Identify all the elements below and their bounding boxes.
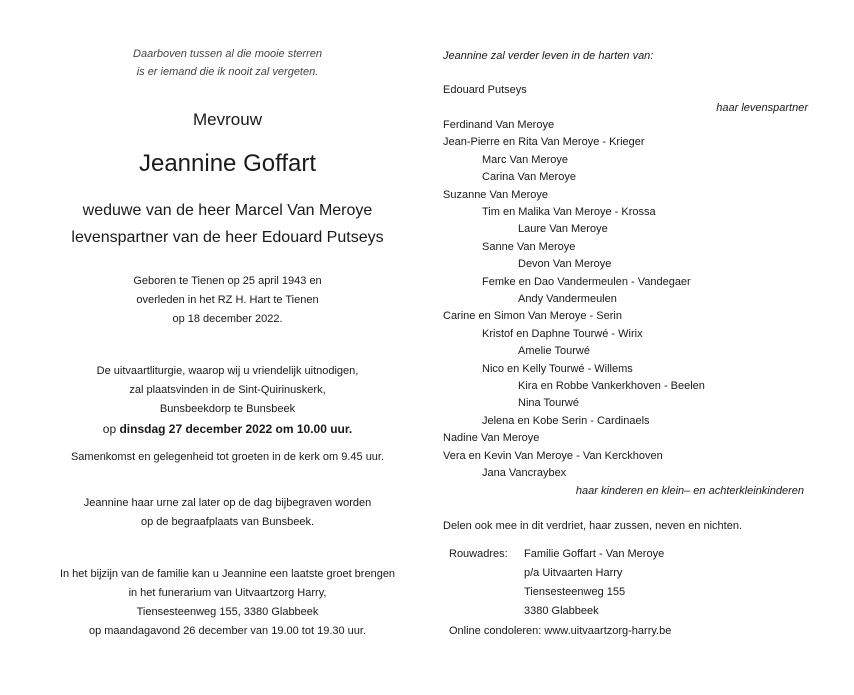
birth-line-1: Geboren te Tienen op 25 april 1943 en [133,275,322,287]
family-member: Laure Van Meroye [518,223,608,236]
funeral-date-bold: dinsdag 27 december 2022 om 10.00 uur. [119,422,353,436]
family-member: Jelena en Kobe Serin - Cardinaels [482,414,650,427]
family-member: Amelie Tourwé [518,345,590,358]
quote-line-2: is er iemand die ik nooit zal vergeten. [136,66,319,78]
family-member: Femke en Dao Vandermeulen - Vandegaer [482,275,691,288]
birth-line-3: op 18 december 2022. [172,313,283,325]
family-member: Nadine Van Meroye [443,432,540,445]
family-member: Marc Van Meroye [482,153,568,166]
family-member: Sanne Van Meroye [482,240,576,253]
address-line-2: p/a Uitvaarten Harry [524,567,623,579]
family-member: Kristof en Daphne Tourwé - Wirix [482,327,643,340]
urn-line-1: Jeannine haar urne zal later op de dag bijbegraven worden [83,497,372,509]
family-member: Nico en Kelly Tourwé - Willems [482,362,633,375]
family-member: Jana Vancraybex [482,467,567,479]
funeral-line-2: zal plaatsvinden in de Sint-Quirinuskerk, [129,384,326,396]
family-member: Suzanne Van Meroye [443,188,548,201]
intro-text: Jeannine zal verder leven in de harten van: [443,50,654,62]
family-member: Jean-Pierre en Rita Van Meroye - Krieger [443,136,645,149]
address-line-1: Familie Goffart - Van Meroye [524,548,665,560]
family-member: Nina Tourwé [518,397,579,410]
quote-line-1: Daarboven tussen al die mooie sterren [133,48,322,60]
visit-line-1: In het bijzijn van de familie kan u Jeannine een laatste groet brengen [59,568,396,580]
funeral-date-prefix: op [102,422,120,436]
family-member: Devon Van Meroye [518,258,612,271]
deceased-name: Jeannine Goffart [138,150,316,177]
family-member: Andy Vandermeulen [518,293,617,305]
funeral-line-3: Bunsbeekdorp te Bunsbeek [159,403,296,415]
visit-line-2: in het funerarium van Uitvaartzorg Harry, [128,587,327,599]
share-text: Delen ook mee in dit verdriet, haar zussen, neven en nichten. [443,520,743,532]
family-member: Ferdinand Van Meroye [443,119,555,131]
partner-name: Edouard Putseys [443,84,527,96]
family-member: Carine en Simon Van Meroye - Serin [443,310,622,323]
family-member: Vera en Kevin Van Meroye - Van Kerckhoven [443,449,663,462]
family-note: haar kinderen en klein– en achterkleinkinderen [575,485,804,497]
address-line-4: 3380 Glabbeek [524,605,599,617]
funeral-date [0,422,455,436]
honorific: Mevrouw [193,110,262,129]
birth-line-2: overleden in het RZ H. Hart te Tienen [136,294,319,306]
address-line-3: Tiensesteenweg 155 [524,586,626,598]
funeral-line-1: De uitvaartliturgie, waarop wij u vriendelijk uitnodigen, [96,365,359,377]
family-member: Tim en Malika Van Meroye - Krossa [482,206,656,218]
visit-line-3: Tiensesteenweg 155, 3380 Glabbeek [136,606,319,618]
gathering-text: Samenkomst en gelegenheid tot groeten in de kerk om 9.45 uur. [70,451,385,463]
online-condolences: Online condoleren: www.uitvaartzorg-harry.be [449,625,672,637]
family-member: Kira en Robbe Vankerkhoven - Beelen [518,380,705,392]
address-label: Rouwadres: [449,548,508,560]
relation-line-1: weduwe van de heer Marcel Van Meroye [82,202,373,219]
visit-line-4: op maandagavond 26 december van 19.00 tot 19.30 uur. [88,625,367,637]
partner-note: haar levenspartner [716,102,808,114]
relation-line-2: levenspartner van de heer Edouard Putseys [71,229,384,246]
family-member: Carina Van Meroye [482,171,576,184]
urn-line-2: op de begraafplaats van Bunsbeek. [140,516,315,528]
